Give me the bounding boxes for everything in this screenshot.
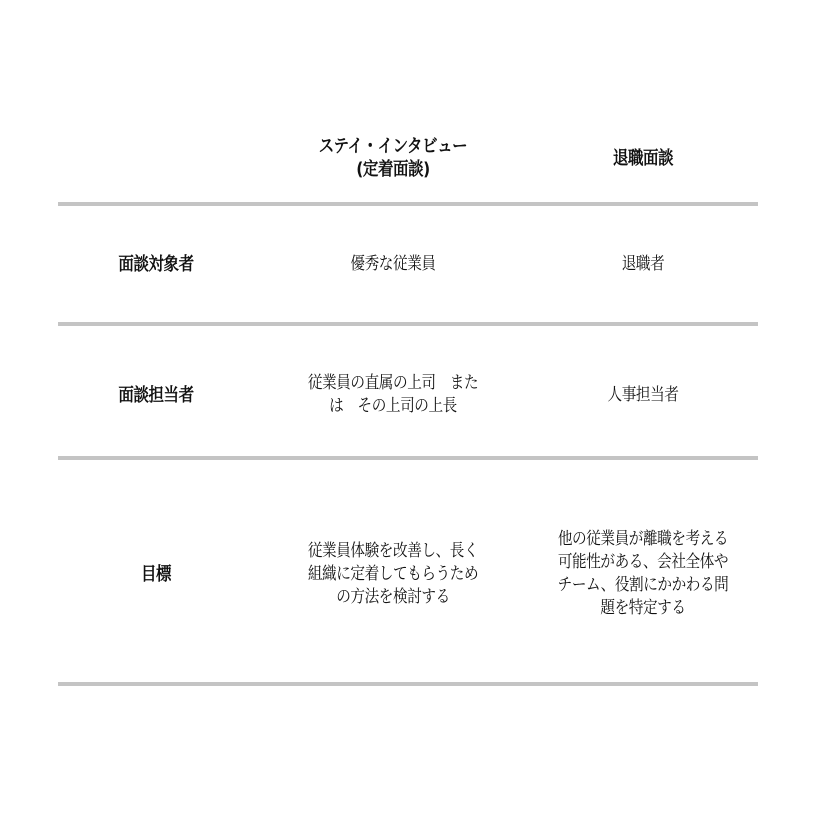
row-label-goal: 目標 xyxy=(140,563,172,585)
comparison-table xyxy=(58,0,758,819)
row-label-interviewer: 面談担当者 xyxy=(118,384,194,406)
header-exit-interview: 退職面談 xyxy=(612,147,674,169)
cell-stay-goal: 従業員体験を改善し、長く 組織に定着してもらうため の方法を検討する xyxy=(307,540,479,607)
cell-stay-interviewer: 従業員の直属の上司 また は その上司の上長 xyxy=(307,373,479,416)
row-label-target: 面談対象者 xyxy=(118,253,194,275)
header-stay-interview: ステイ・インタビュー (定着面談) xyxy=(318,136,468,180)
row-divider xyxy=(58,456,758,460)
cell-stay-target: 優秀な従業員 xyxy=(350,253,436,274)
cell-exit-goal: 他の従業員が離職を考える 可能性がある、会社全体や チーム、役割にかかわる問 題を特定する xyxy=(557,529,729,618)
table-bottom-divider xyxy=(58,682,758,686)
cell-exit-target: 退職者 xyxy=(621,253,665,274)
row-divider xyxy=(58,322,758,326)
header-divider xyxy=(58,202,758,206)
cell-exit-interviewer: 人事担当者 xyxy=(607,384,679,405)
